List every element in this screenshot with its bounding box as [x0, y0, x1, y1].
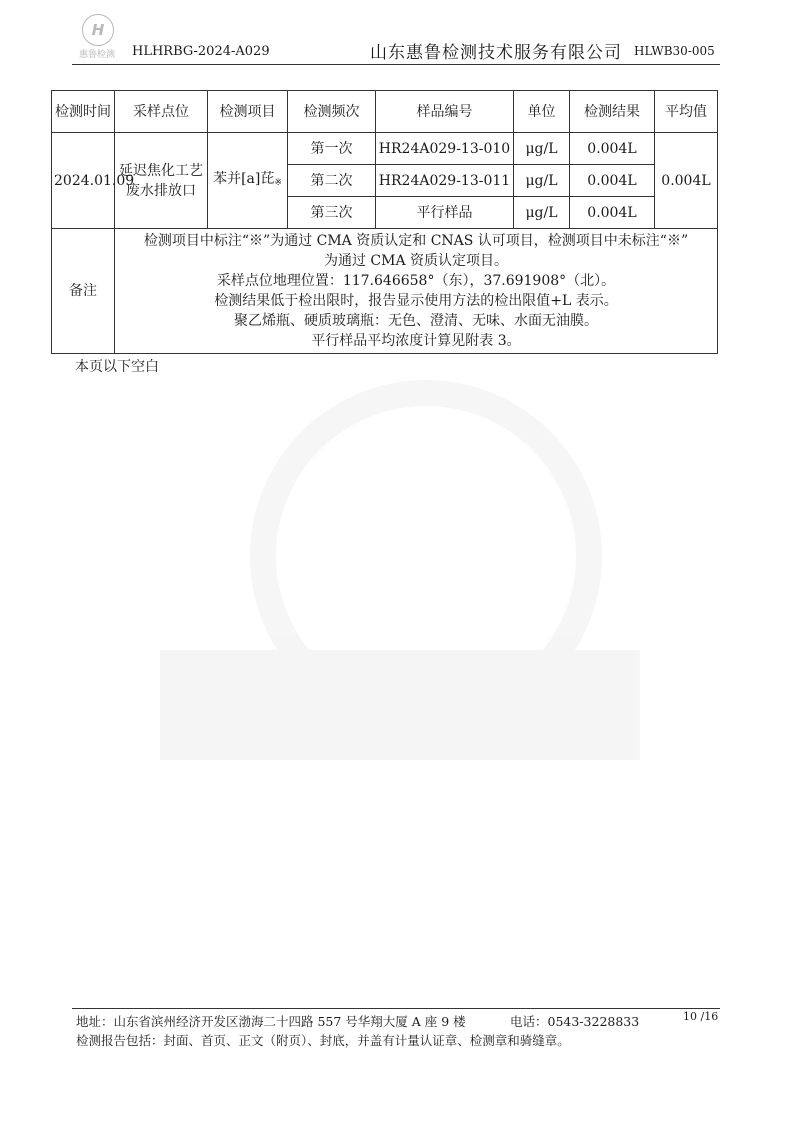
cell-unit: μg/L: [514, 133, 570, 165]
cell-sample-no: HR24A029-13-010: [376, 133, 514, 165]
results-table: [51, 90, 718, 354]
remark-line: 平行样品平均浓度计算见附表 3。: [311, 333, 521, 349]
form-code: HLWB30-005: [634, 44, 715, 58]
table-header-row: [52, 91, 718, 133]
item-accreditation-mark: ※: [274, 177, 282, 188]
footer-phone: 电话：0543-3228833: [510, 1014, 640, 1029]
footer-report-contents: 检测报告包括：封面、首页、正文（附页）、封底，并盖有计量认证章、检测章和骑缝章。: [76, 1033, 570, 1048]
remark-line: 检测结果低于检出限时，报告显示使用方法的检出限值+L 表示。: [214, 293, 618, 309]
cell-frequency: 第一次: [288, 133, 376, 165]
item-name: 苯并[a]芘: [213, 170, 275, 187]
remark-line: 检测项目中标注“※”为通过 CMA 资质认定和 CNAS 认可项目，检测项目中未标注“※”: [143, 233, 689, 249]
cell-unit: μg/L: [514, 165, 570, 197]
cell-frequency: 第三次: [288, 197, 376, 229]
cell-average: 0.004L: [655, 133, 718, 229]
cell-frequency: 第二次: [288, 165, 376, 197]
cell-result: 0.004L: [570, 165, 655, 197]
company-name: 山东惠鲁检测技术服务有限公司: [370, 43, 622, 63]
cell-site: 延迟焦化工艺废水排放口: [115, 133, 208, 229]
header-average: 平均值: [655, 91, 718, 133]
blank-page-note: 本页以下空白: [75, 359, 159, 375]
header-time: 检测时间: [52, 91, 115, 133]
logo-icon: H: [82, 14, 114, 46]
cell-result: 0.004L: [570, 197, 655, 229]
table-row: [52, 133, 718, 165]
remarks-label: 备注: [52, 229, 115, 354]
company-logo: [74, 14, 120, 60]
cell-sample-no: 平行样品: [376, 197, 514, 229]
header-item: 检测项目: [208, 91, 288, 133]
cell-item: [208, 133, 288, 229]
footer-address: 地址：山东省滨州经济开发区渤海二十四路 557 号华翔大厦 A 座 9 楼: [76, 1014, 466, 1029]
cell-sample-no: HR24A029-13-011: [376, 165, 514, 197]
header-unit: 单位: [514, 91, 570, 133]
cell-result: 0.004L: [570, 133, 655, 165]
cell-date: 2024.01.09: [52, 133, 115, 229]
remark-line: 聚乙烯瓶、硬质玻璃瓶：无色、澄清、无味、水面无油膜。: [234, 313, 598, 329]
page-number: 10 /16: [683, 1010, 719, 1023]
remark-line: 为通过 CMA 资质认定项目。: [323, 253, 509, 269]
header-frequency: 检测频次: [288, 91, 376, 133]
header-site: 采样点位: [115, 91, 208, 133]
remarks-content: [115, 229, 718, 354]
cell-unit: μg/L: [514, 197, 570, 229]
header-sample-no: 样品编号: [376, 91, 514, 133]
report-number: HLHRBG-2024-A029: [132, 44, 270, 59]
background-seal-watermark: [160, 380, 640, 760]
footer-divider: [72, 1008, 720, 1009]
header-result: 检测结果: [570, 91, 655, 133]
remarks-row: [52, 229, 718, 354]
remark-line: 采样点位地理位置：117.646658°（东），37.691908°（北）。: [216, 273, 616, 289]
header-divider: [72, 64, 720, 65]
logo-text: 惠鲁检测: [78, 50, 115, 60]
